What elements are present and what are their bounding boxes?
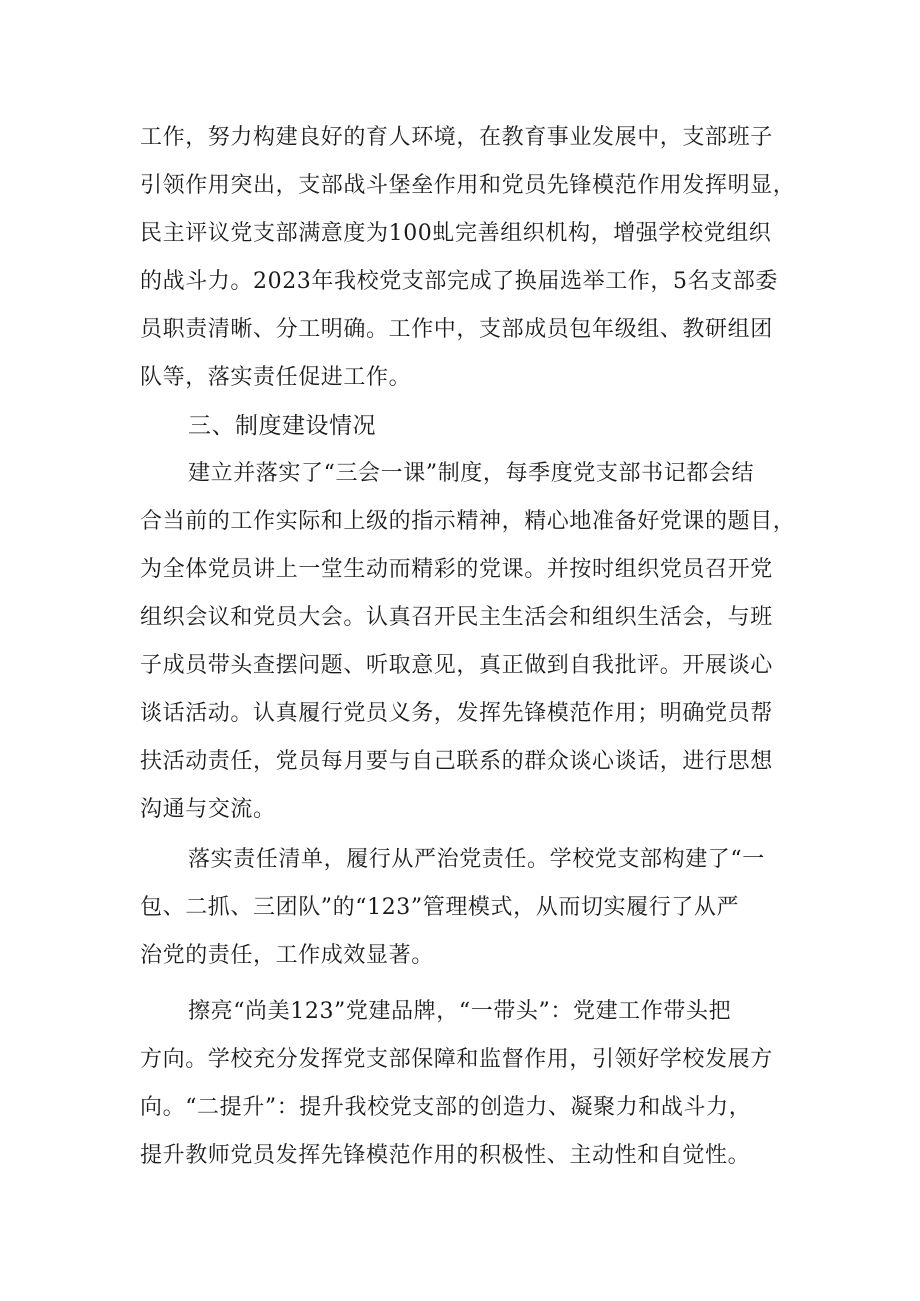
paragraph-1-line-3: 民主评议党支部满意度为100虬完善组织机构，增强学校党组织 [140, 221, 772, 246]
paragraph-3-line-1: 落实责任清单，履行从严治党责任。学校党支部构建了“一 [188, 847, 765, 872]
paragraph-3-line-2: 包、二抓、三团队”的“123”管理模式，从而切实履行了从严 [140, 895, 740, 920]
paragraph-2-line-4: 组织会议和党员大会。认真召开民主生活会和组织生活会，与班 [140, 605, 773, 630]
paragraph-1-line-4: 的战斗力。2023年我校党支部完成了换届选举工作，5名支部委 [140, 269, 778, 294]
paragraph-2-line-2: 合当前的工作实际和上级的指示精神，精心地准备好党课的题目， [140, 509, 796, 534]
paragraph-4-line-3: 向。“二提升”：提升我校党支部的创造力、凝聚力和战斗力， [140, 1095, 752, 1120]
paragraph-4-line-1: 擦亮“尚美123”党建品牌，“一带头”：党建工作带头把 [188, 999, 732, 1024]
paragraph-2-line-3: 为全体党员讲上一堂生动而精彩的党课。并按时组织党员召开党 [140, 557, 773, 582]
paragraph-2-line-1: 建立并落实了“三会一课”制度，每季度党支部书记都会结 [188, 461, 755, 486]
paragraph-4-line-4: 提升教师党员发挥先锋模范作用的积极性、主动性和自觉性。 [140, 1143, 751, 1168]
paragraph-2-line-8: 沟通与交流。 [140, 797, 276, 822]
section-heading: 三、制度建设情况 [188, 413, 376, 439]
paragraph-1-line-1: 工作，努力构建良好的育人环境，在教育事业发展中，支部班子 [140, 125, 773, 150]
paragraph-1-line-2: 引领作用突出，支部战斗堡垒作用和党员先锋模范作用发挥明显， [140, 173, 796, 198]
paragraph-4-line-2: 方向。学校充分发挥党支部保障和监督作用，引领好学校发展方 [140, 1047, 773, 1072]
paragraph-1-line-6: 队等，落实责任促进工作。 [140, 365, 412, 390]
paragraph-2-line-7: 扶活动责任，党员每月要与自己联系的群众谈心谈话，进行思想 [140, 749, 773, 774]
paragraph-1-line-5: 员职责清晰、分工明确。工作中，支部成员包年级组、教研组团 [140, 317, 773, 342]
paragraph-2-line-5: 子成员带头查摆问题、听取意见，真正做到自我批评。开展谈心 [140, 653, 773, 678]
paragraph-3-line-3: 治党的责任，工作成效显著。 [140, 943, 434, 968]
paragraph-2-line-6: 谈话活动。认真履行党员义务，发挥先锋模范作用；明确党员帮 [140, 701, 773, 726]
